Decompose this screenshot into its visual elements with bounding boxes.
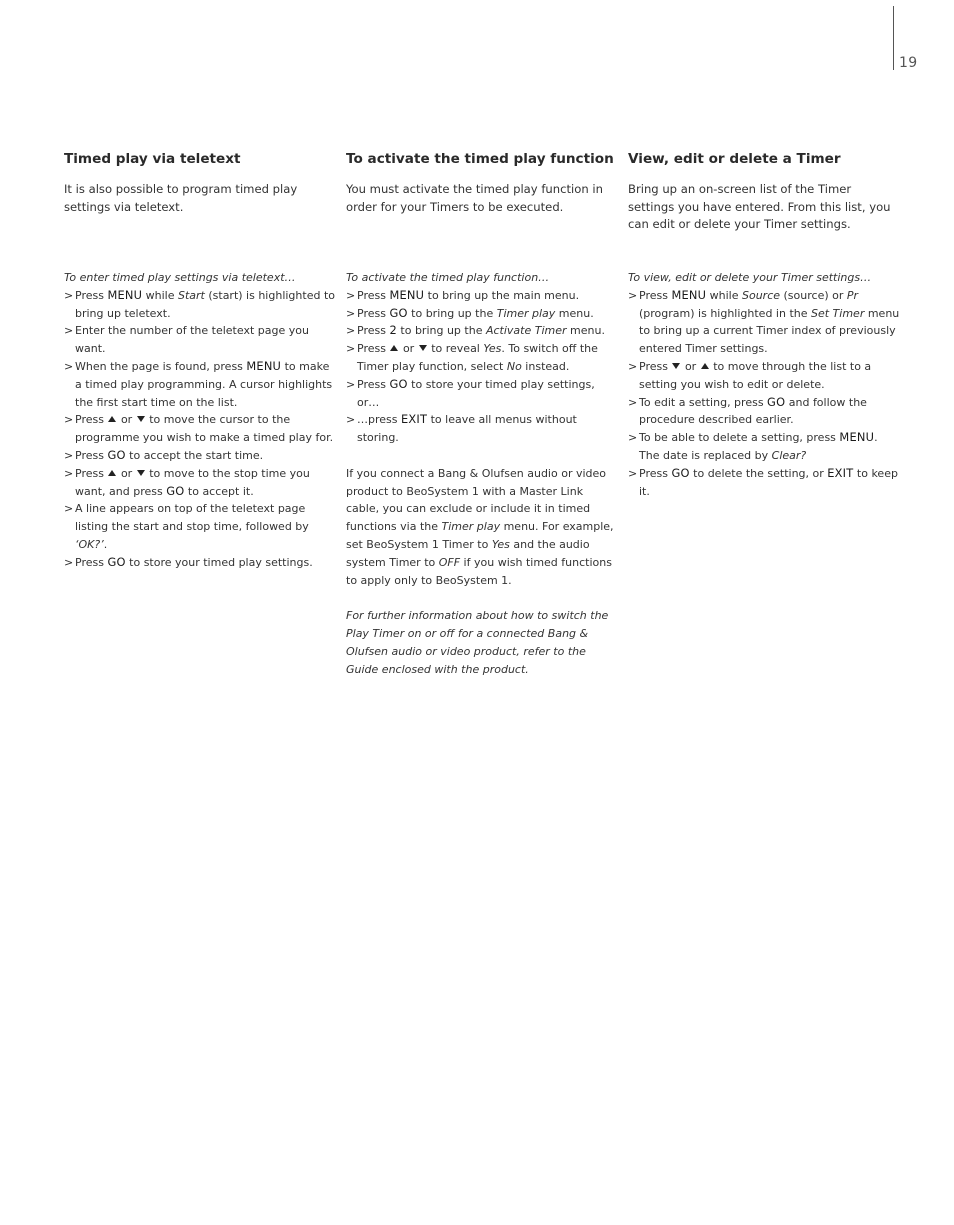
procedure-title: To enter timed play settings via teletext… (64, 271, 296, 284)
up-arrow-icon (108, 470, 116, 476)
bullet-marker: > (346, 413, 356, 427)
key-name: GO (389, 376, 408, 391)
step: > Press MENU while Source (source) or Pr (program) is highlighted in the Set Timer menu to bring up a current Timer index of previously entered Timer settings. (628, 287, 900, 356)
step: > Press GO to accept the start time. (64, 447, 336, 465)
key-name: EXIT (827, 465, 854, 480)
step: > To be able to delete a setting, press MENU. The date is replaced by Clear? (628, 430, 878, 462)
bullet-marker: > (628, 359, 638, 373)
up-arrow-icon (390, 345, 398, 351)
step: > Press GO to bring up the Timer play menu. (346, 305, 618, 323)
procedure-steps (628, 287, 900, 501)
bullet-marker: > (628, 431, 638, 445)
up-arrow-icon (701, 363, 709, 369)
page-number: 19 (899, 55, 918, 71)
procedure-title: To activate the timed play function… (346, 271, 550, 284)
bullet-marker: > (346, 377, 356, 391)
master-link-paragraph: If you connect a Bang & Olufsen audio or video product to BeoSystem 1 with a Master Link cable, you can exclude or include it in timed functions via the Timer play menu. For example, set BeoSystem 1 Timer to Yes and the audio system Timer to OFF if you wish timed functions to apply only to BeoSystem 1. (346, 466, 614, 587)
bullet-marker: > (628, 288, 638, 302)
step: > …press EXIT to leave all menus without storing. (346, 412, 577, 445)
key-name: GO (671, 465, 690, 480)
section-activate-timed-play (346, 149, 618, 678)
key-name: MENU (389, 287, 425, 302)
step: > When the page is found, press MENU to make a timed play programming. A cursor highlights the first start time on the list. (64, 358, 333, 409)
step: > Press GO to store your timed play settings, or… (346, 376, 595, 409)
key-name: GO (389, 305, 408, 320)
section-heading: To activate the timed play function (346, 151, 614, 167)
key-name: GO (107, 447, 126, 462)
section-heading: Timed play via teletext (64, 151, 241, 167)
procedure-steps (64, 287, 336, 572)
step: > Press or to reveal Yes. To switch off the Timer play function, select No instead. (346, 342, 598, 373)
step: > Enter the number of the teletext page you want. (64, 324, 309, 356)
bullet-marker: > (346, 306, 356, 320)
section-heading: View, edit or delete a Timer (628, 151, 841, 167)
section-intro: Bring up an on-screen list of the Timer settings you have entered. From this list, you can edit or delete your Timer settings. (628, 182, 891, 232)
procedure-steps (346, 287, 618, 447)
step: > Press MENU while Start (start) is highlighted to bring up teletext. (64, 287, 335, 320)
up-arrow-icon (108, 416, 116, 422)
key-name: MENU (107, 287, 143, 302)
down-arrow-icon (419, 345, 427, 351)
bullet-marker: > (346, 288, 356, 302)
key-name: GO (767, 394, 786, 409)
bullet-marker: > (64, 502, 74, 516)
bullet-marker: > (346, 342, 356, 356)
key-name: MENU (839, 430, 875, 445)
bullet-marker: > (64, 359, 74, 373)
key-name: GO (166, 483, 185, 498)
key-name: MENU (671, 287, 707, 302)
bullet-marker: > (628, 466, 638, 480)
step: > Press or to move to the stop time you want, and press GO to accept it. (64, 466, 310, 498)
bullet-marker: > (346, 324, 356, 338)
procedure-title: To view, edit or delete your Timer settings… (628, 271, 872, 284)
step: > Press 2 to bring up the Activate Timer menu. (346, 322, 618, 340)
step: > Press or to move the cursor to the programme you wish to make a timed play for. (64, 413, 334, 445)
bullet-marker: > (64, 555, 74, 569)
step: > Press MENU to bring up the main menu. (346, 287, 618, 305)
bullet-marker: > (64, 288, 74, 302)
bullet-marker: > (64, 324, 74, 338)
down-arrow-icon (137, 470, 145, 476)
step: > To edit a setting, press GO and follow the procedure described earlier. (628, 394, 867, 427)
down-arrow-icon (672, 363, 680, 369)
bullet-marker: > (64, 466, 74, 480)
key-name: 2 (389, 323, 397, 338)
section-timed-play-teletext (64, 149, 336, 572)
step: > Press GO to delete the setting, or EXIT to keep it. (628, 465, 898, 498)
key-name: MENU (246, 358, 282, 373)
step: > A line appears on top of the teletext page listing the start and stop time, followed by ‘OK?’. (64, 502, 309, 551)
section-view-edit-delete-timer (628, 149, 900, 500)
bullet-marker: > (628, 395, 638, 409)
section-intro: It is also possible to program timed play settings via teletext. (64, 182, 298, 214)
further-info-note: For further information about how to switch the Play Timer on or off for a connected Bang & Olufsen audio or video product, refer to the Guide enclosed with the product. (346, 609, 609, 676)
bullet-marker: > (64, 413, 74, 427)
bullet-marker: > (64, 448, 74, 462)
step: > Press GO to store your timed play settings. (64, 554, 336, 572)
section-intro: You must activate the timed play function in order for your Timers to be executed. (346, 182, 603, 214)
key-name: GO (107, 554, 126, 569)
page-rule (893, 6, 894, 70)
step: > Press or to move through the list to a setting you wish to edit or delete. (628, 359, 872, 391)
down-arrow-icon (137, 416, 145, 422)
key-name: EXIT (401, 412, 428, 427)
